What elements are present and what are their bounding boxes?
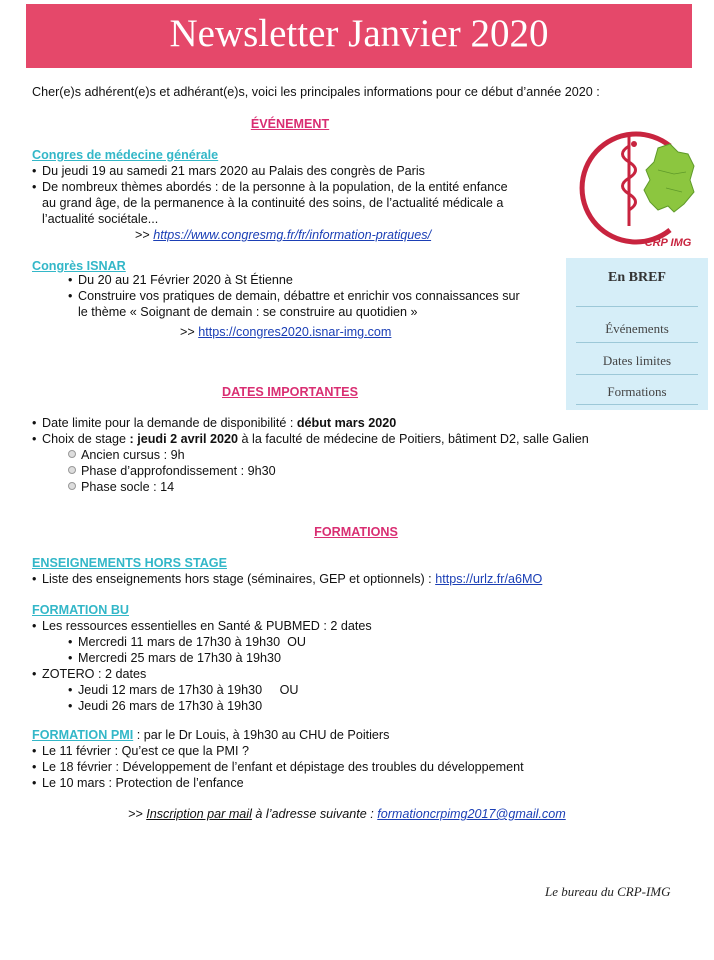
bref-item-formations[interactable]: Formations <box>607 384 667 399</box>
formation-pmi-row: FORMATION PMI : par le Dr Louis, à 19h30 au CHU de Poitiers <box>32 728 390 742</box>
formations-heading: FORMATIONS <box>314 525 398 539</box>
dates-heading: DATES IMPORTANTES <box>222 385 358 399</box>
en-bref-title: En BREF <box>608 270 666 285</box>
list-item: • Le 11 février : Qu’est ce que la PMI ? <box>32 744 249 758</box>
list-item-continuation: le thème « Soignant de demain : se construire au quotidien » <box>78 305 418 319</box>
congres-isnar-link[interactable]: https://congres2020.isnar-img.com <box>198 325 392 339</box>
congres-mg-link[interactable]: https://www.congresmg.fr/fr/information-pratiques/ <box>153 228 432 242</box>
map-icon <box>644 144 694 212</box>
list-item: • ZOTERO : 2 dates <box>32 667 147 681</box>
inscription-row: >> Inscription par mail à l’adresse suivante : formationcrpimg2017@gmail.com <box>128 807 566 821</box>
logo-text: CRP IMG <box>644 237 692 249</box>
hors-stage-title: ENSEIGNEMENTS HORS STAGE <box>32 556 227 570</box>
bref-item-dates-limites[interactable]: Dates limites <box>602 353 672 368</box>
sub-item: • Jeudi 26 mars de 17h30 à 19h30 <box>68 699 263 713</box>
evenement-heading: ÉVÉNEMENT <box>250 117 330 131</box>
circle-bullet-icon <box>68 482 76 490</box>
divider <box>576 374 698 375</box>
list-item: • Le 10 mars : Protection de l’enfance <box>32 776 244 790</box>
list-item: • Liste des enseignements hors stage (séminaires, GEP et optionnels) : https://urlz.fr/a6MO <box>32 572 543 586</box>
congres-isnar-title[interactable]: Congrès ISNAR <box>32 259 126 273</box>
formation-bu-title: FORMATION BU <box>32 603 130 617</box>
signature: Le bureau du CRP-IMG <box>545 884 671 899</box>
newsletter-title: Newsletter Janvier 2020 <box>26 4 692 68</box>
divider <box>576 342 698 343</box>
sub-item: Phase socle : 14 <box>68 479 174 495</box>
crp-img-logo <box>574 126 704 252</box>
list-item: • Choix de stage : jeudi 2 avril 2020 à la faculté de médecine de Poitiers, bâtiment D2, salle Galien <box>32 432 589 446</box>
list-item: • Les ressources essentielles en Santé & PUBMED : 2 dates <box>32 619 372 633</box>
list-item-continuation: au grand âge, de la permanence à la continuité des soins, de l’actualité médicale a <box>42 196 504 210</box>
list-item: • De nombreux thèmes abordés : de la personne à la population, de la entité enfance <box>32 180 508 194</box>
sub-item: Ancien cursus : 9h <box>68 447 185 463</box>
divider <box>576 306 698 307</box>
inscription-email-link[interactable]: formationcrpimg2017@gmail.com <box>377 807 566 821</box>
congres-isnar-link-row: >> https://congres2020.isnar-img.com <box>180 325 392 339</box>
list-item: • Du 20 au 21 Février 2020 à St Étienne <box>68 273 293 287</box>
list-item-continuation: l’actualité sociétale... <box>42 212 159 226</box>
congres-mg-title[interactable]: Congres de médecine générale <box>32 148 219 162</box>
circle-bullet-icon <box>68 450 76 458</box>
sub-item: Phase d’approfondissement : 9h30 <box>68 463 276 479</box>
congres-mg-link-row: >> https://www.congresmg.fr/fr/information-pratiques/ <box>135 228 432 242</box>
hors-stage-link[interactable]: https://urlz.fr/a6MO <box>435 572 543 586</box>
sub-item: • Mercredi 25 mars de 17h30 à 19h30 <box>68 651 282 665</box>
intro-text: Cher(e)s adhérent(e)s et adhérant(e)s, voici les principales informations pour ce début d’année 2020 : <box>32 85 600 99</box>
list-item: • Construire vos pratiques de demain, débattre et enrichir vos connaissances sur <box>68 289 520 303</box>
list-item: • Le 18 février : Développement de l’enfant et dépistage des troubles du développement <box>32 760 524 774</box>
caduceus-icon <box>623 136 638 226</box>
list-item: • Du jeudi 19 au samedi 21 mars 2020 au Palais des congrès de Paris <box>32 164 425 178</box>
sub-item: • Jeudi 12 mars de 17h30 à 19h30 OU <box>68 683 299 697</box>
bref-item-evenements[interactable]: Événements <box>605 321 669 336</box>
en-bref-box <box>566 258 708 410</box>
circle-bullet-icon <box>68 466 76 474</box>
sub-item: • Mercredi 11 mars de 17h30 à 19h30 OU <box>68 635 306 649</box>
formation-pmi-title: FORMATION PMI <box>32 728 134 742</box>
list-item: • Date limite pour la demande de disponibilité : début mars 2020 <box>32 416 397 430</box>
divider <box>576 404 698 405</box>
